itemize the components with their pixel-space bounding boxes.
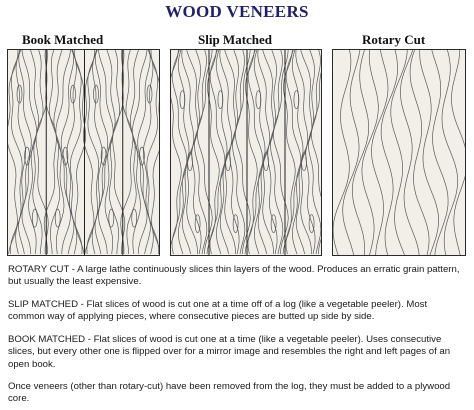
rotary-cut-label: Rotary Cut (362, 32, 426, 47)
book-matched-label: Book Matched (22, 32, 104, 47)
slip-matched-illustration (170, 49, 322, 256)
book-matched-illustration (7, 49, 160, 256)
page-title: WOOD VENEERS (165, 2, 309, 21)
rotary-cut-description: ROTARY CUT - A large lathe continuously slices thin layers of the wood. Produces an erratic grain pattern, but usually the least expensive. (8, 264, 460, 288)
slip-matched-label: Slip Matched (198, 32, 273, 47)
book-matched-description: BOOK MATCHED - Flat slices of wood is cut one at a time (like a vegetable peeler). Uses consecutive slices, but every other one is flipped over for a mirror image and resembles the right and left pages of an open book. (8, 334, 451, 370)
slip-matched-grain (171, 50, 322, 256)
plywood-core-note: Once veneers (other than rotary-cut) have been removed from the log, they must be added to a plywood core. (8, 381, 451, 405)
rotary-cut-grain (333, 50, 466, 256)
rotary-cut-illustration (332, 49, 466, 256)
book-matched-grain (8, 50, 160, 256)
slip-matched-description: SLIP MATCHED - Flat slices of wood is cut one at a time off of a log (like a vegetable peeler). Most common way of applying pieces, where consecutive pieces are butted up side by side. (8, 299, 428, 323)
